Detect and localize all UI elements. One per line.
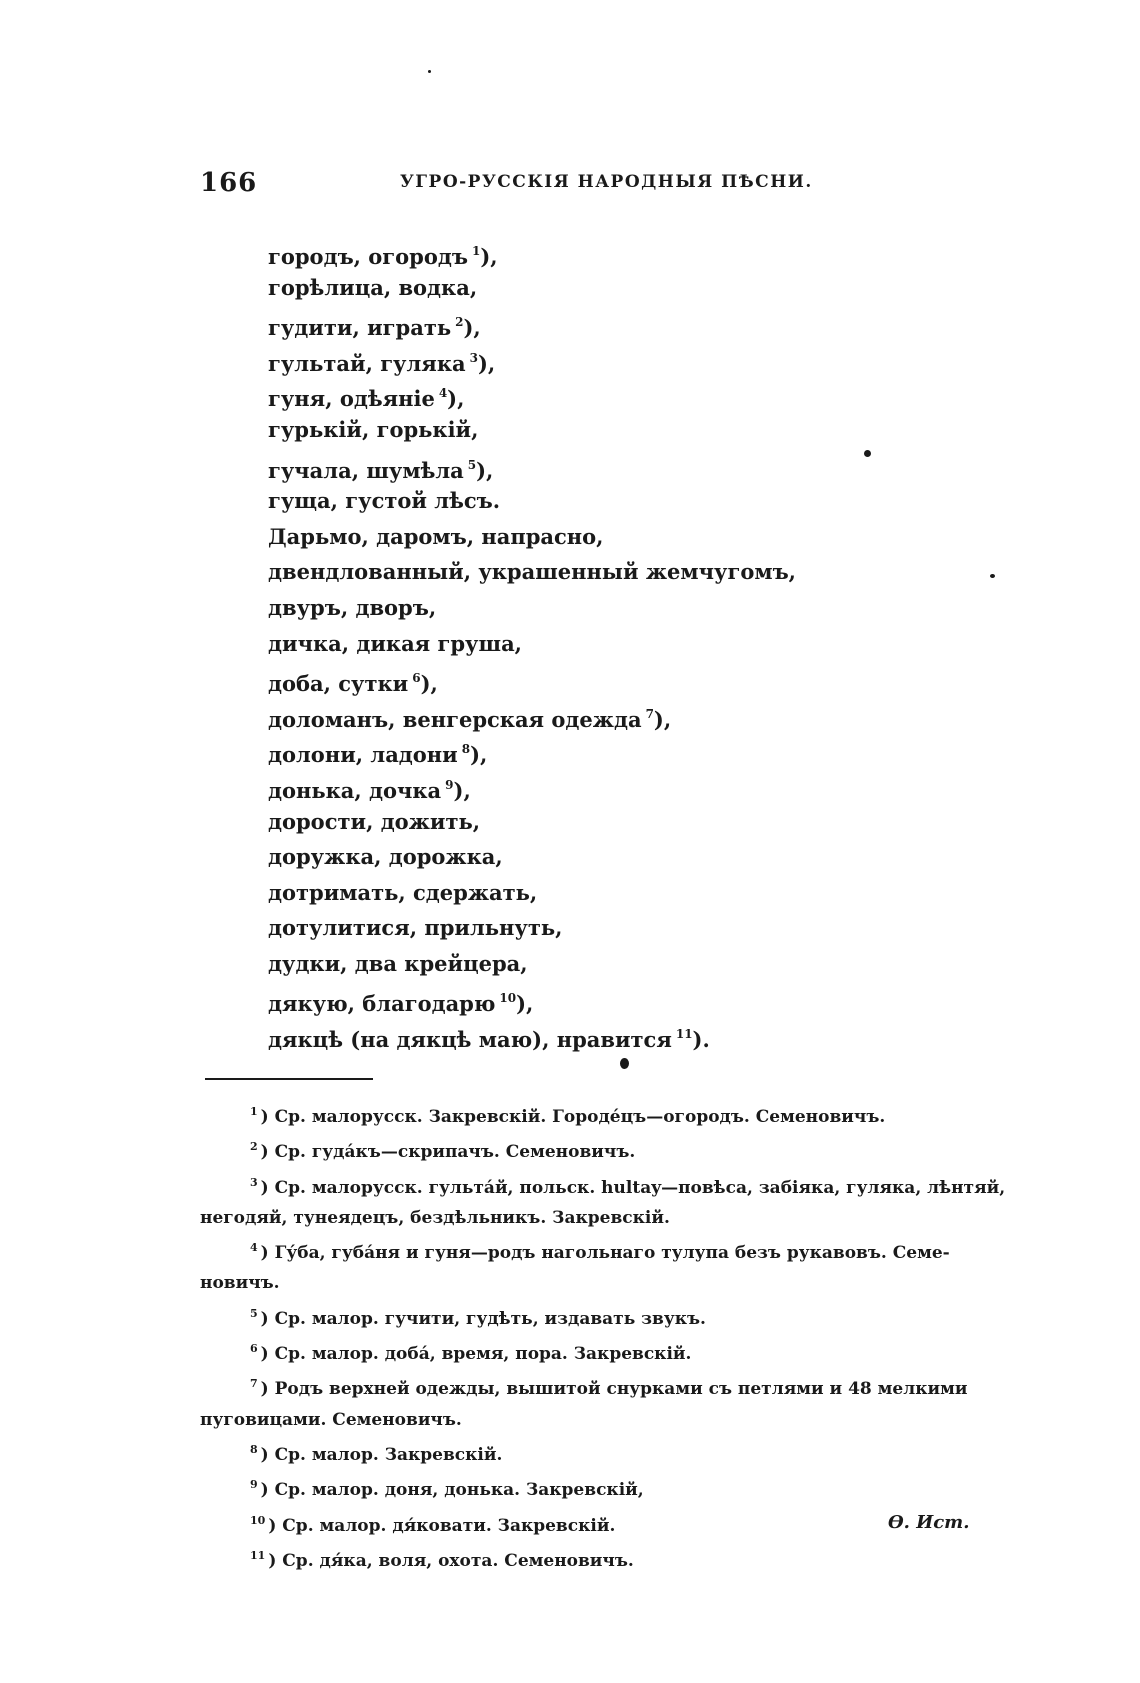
footnote-number: 6 <box>250 1342 258 1356</box>
footnote-paren: ) <box>260 1107 275 1127</box>
footnote-text: Ср. малор. Закревскій. <box>274 1444 503 1465</box>
glossary-entry <box>268 341 796 377</box>
glossary-entry <box>268 376 796 412</box>
entry-text: доба, сутки <box>268 671 409 697</box>
glossary-entry <box>268 981 796 1017</box>
entry-text: доружка, дорожка, <box>268 844 503 870</box>
entry-text: гуща, густой лѣсъ. <box>268 488 501 514</box>
glossary-entry <box>268 875 796 911</box>
footnote-text: новичъ. <box>200 1273 280 1294</box>
footnote-text: Ср. дя́ка, воля, охота. Семеновичъ. <box>282 1550 634 1571</box>
footnote-text: пуговицами. Семеновичъ. <box>200 1409 462 1430</box>
entry-text: дудки, два крейцера, <box>268 950 528 976</box>
footnote-ref[interactable]: 11 <box>675 1027 693 1042</box>
entry-punct: ), <box>653 706 672 732</box>
entry-text: городъ, огородъ <box>268 244 468 269</box>
footnote <box>212 1299 1012 1334</box>
footnote-ref[interactable]: 3 <box>469 350 478 365</box>
glossary-entry <box>268 483 796 519</box>
footnote-divider <box>205 1078 373 1080</box>
entry-punct: ), <box>476 457 494 483</box>
glossary-entry <box>268 732 796 768</box>
footnote-ref[interactable]: 2 <box>455 315 464 330</box>
footnote-ref[interactable]: 4 <box>438 386 448 401</box>
footnote-paren: ) <box>260 1308 275 1329</box>
entry-text: дотримать, сдержать, <box>268 879 538 905</box>
footnote-paren: ) <box>268 1550 283 1571</box>
footnote-text: Гу́ба, губа́ня и гуня—родъ нагольнаго тулупа безъ рукавовъ. Семе- <box>274 1243 950 1264</box>
glossary-entry <box>268 590 796 626</box>
entry-text: дорости, дожить, <box>268 808 481 834</box>
entry-text: двендлованный, украшенный жемчугомъ, <box>268 559 796 585</box>
footnote-paren: ) <box>260 1444 275 1465</box>
footnote-paren: ) <box>260 1243 275 1264</box>
glossary-entry <box>268 1017 796 1053</box>
entry-punct: ), <box>463 315 481 341</box>
entry-text: гуня, одѣяніе <box>268 386 435 412</box>
glossary-entry <box>268 804 796 840</box>
footnote-text: Ср. гуда́къ—скрипачъ. Семеновичъ. <box>274 1142 636 1163</box>
footnote-ref[interactable]: 6 <box>412 671 421 686</box>
footnote-number: 4 <box>250 1241 258 1255</box>
footnote-paren: ) <box>260 1379 275 1400</box>
footnote <box>212 1097 1012 1132</box>
footnote-ref[interactable]: 9 <box>445 777 454 792</box>
entry-text: гультай, гуляка <box>268 350 466 376</box>
signature: Ѳ. Ист. <box>888 1512 970 1533</box>
entry-text: горѣлица, водка, <box>268 274 478 300</box>
scan-speck <box>428 70 431 73</box>
entry-punct: ), <box>420 671 438 697</box>
footnote <box>212 1470 1012 1505</box>
footnote <box>212 1233 1012 1268</box>
entry-text: дотулитися, прильнуть, <box>268 915 563 941</box>
glossary-entry <box>268 448 796 484</box>
page-number: 166 <box>200 168 258 198</box>
entry-text: Дарьмо, даромъ, напрасно, <box>268 523 604 549</box>
glossary-entry <box>268 270 796 306</box>
glossary-entry <box>268 768 796 804</box>
glossary-entry <box>268 839 796 875</box>
entry-text: двуръ, дворъ, <box>268 594 437 620</box>
footnote-number: 3 <box>250 1175 258 1189</box>
running-title: УГРО-РУССКІЯ НАРОДНЫЯ ПѢСНИ. <box>400 172 813 192</box>
entry-punct: ), <box>480 244 498 269</box>
glossary-entry <box>268 661 796 697</box>
footnote-paren: ) <box>260 1480 275 1501</box>
entry-punct: ), <box>516 991 534 1017</box>
footnote-text: Ср. малор. доня, донька. Закревскій, <box>274 1480 644 1501</box>
footnote-text: Родъ верхней одежды, вышитой снурками съ петлями и 48 мелкими <box>274 1379 968 1400</box>
footnote-ref[interactable]: 5 <box>467 457 477 472</box>
entry-punct: ). <box>692 1027 710 1053</box>
glossary-entry <box>268 554 796 590</box>
scan-speck <box>620 1058 629 1069</box>
entry-text: дякцѣ (на дякцѣ маю), нравится <box>268 1027 672 1053</box>
footnote-number: 10 <box>250 1513 266 1527</box>
footnote-number: 1 <box>250 1105 258 1118</box>
glossary-entry <box>268 234 796 270</box>
footnote-number: 5 <box>250 1306 258 1320</box>
footnote-number: 8 <box>250 1442 258 1456</box>
entry-text: дякую, благодарю <box>268 991 496 1017</box>
entry-text: гучала, шумѣла <box>268 457 464 483</box>
footnote-ref[interactable]: 8 <box>461 742 471 757</box>
footnote-text: Ср. малор. дя́ковати. Закревскій. <box>282 1515 616 1536</box>
footnote-paren: ) <box>260 1142 275 1163</box>
footnote-continuation <box>200 1405 1012 1435</box>
footnote <box>212 1168 1012 1203</box>
glossary-entry <box>268 412 796 448</box>
footnote <box>212 1334 1012 1369</box>
footnote-text: негодяй, тунеядецъ, бездѣльникъ. Закревскій. <box>200 1207 670 1228</box>
footnote-number: 11 <box>250 1548 266 1562</box>
glossary-entry <box>268 626 796 662</box>
footnote-ref[interactable]: 10 <box>499 991 517 1006</box>
footnote <box>212 1541 1012 1576</box>
footnote-continuation <box>200 1268 1012 1298</box>
footnote-paren: ) <box>268 1515 283 1536</box>
entry-punct: ), <box>447 386 465 412</box>
footnote-number: 7 <box>250 1377 258 1391</box>
footnote-text: Ср. малорусск. гульта́й, польск. hultay—повѣса, забіяка, гуляка, лѣнтяй, <box>274 1177 1006 1198</box>
entry-text: доломанъ, венгерская одежда <box>268 706 642 732</box>
entry-punct: ), <box>477 350 496 376</box>
footnote-ref[interactable]: 1 <box>471 244 481 258</box>
glossary-entry <box>268 910 796 946</box>
entry-text: гурькій, горькій, <box>268 416 479 442</box>
footnote-paren: ) <box>260 1177 275 1198</box>
entry-text: донька, дочка <box>268 777 442 803</box>
entry-punct: ), <box>470 742 488 768</box>
footnote-text: Ср. малор. гучити, гудѣть, издавать звукъ. <box>274 1308 706 1329</box>
entry-text: дичка, дикая груша, <box>268 630 522 656</box>
footnote <box>212 1435 1012 1470</box>
glossary-entry <box>268 305 796 341</box>
entry-text: гудити, играть <box>268 315 452 341</box>
scan-speck <box>990 574 995 578</box>
footnote-number: 9 <box>250 1478 258 1492</box>
glossary-entry <box>268 697 796 733</box>
glossary-entry <box>268 946 796 982</box>
scan-speck <box>864 450 871 457</box>
footnotes <box>200 1097 1012 1576</box>
footnote-number: 2 <box>250 1140 258 1154</box>
footnote-ref[interactable]: 7 <box>645 706 654 721</box>
footnote-continuation <box>200 1203 1012 1233</box>
entry-punct: ), <box>453 777 471 803</box>
glossary-list <box>268 234 796 1053</box>
footnote <box>212 1132 1012 1167</box>
footnote-text: Ср. малор. доба́, время, пора. Закревскій. <box>274 1344 692 1365</box>
footnote-paren: ) <box>260 1344 275 1365</box>
glossary-entry <box>268 519 796 555</box>
footnote-text: Ср. малорусск. Закревскій. Городе́цъ—огородъ. Семеновичъ. <box>274 1107 886 1127</box>
footnote <box>212 1369 1012 1404</box>
entry-text: долони, ладони <box>268 742 458 768</box>
